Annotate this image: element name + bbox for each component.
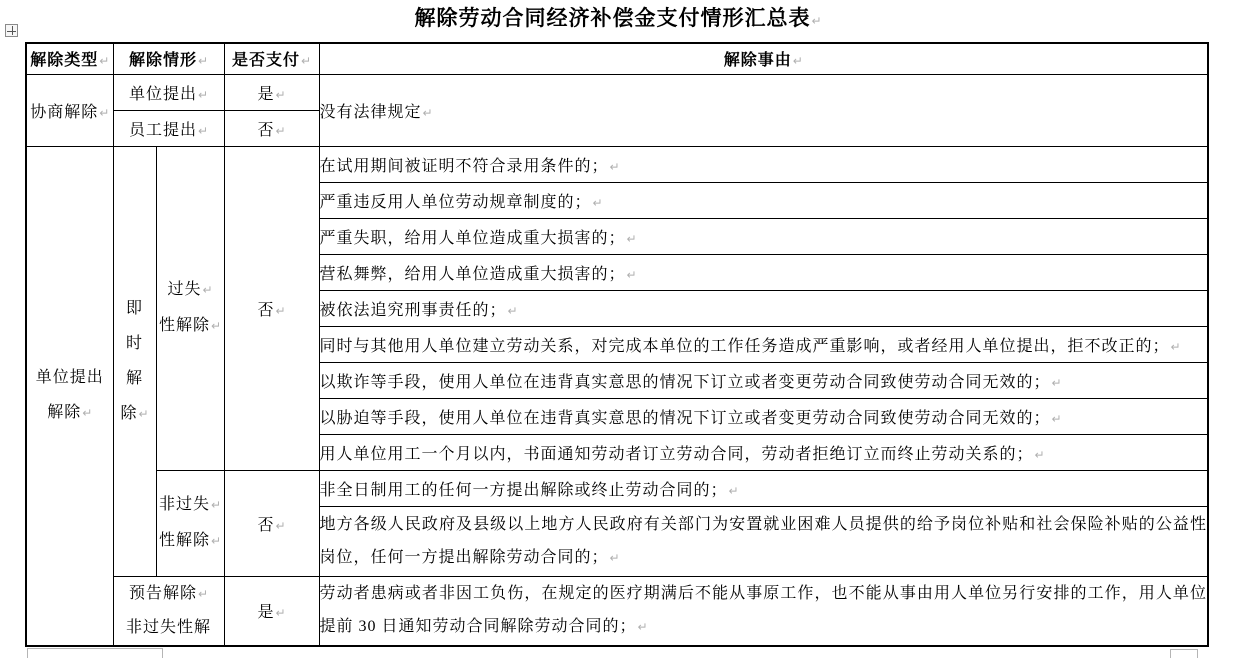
cell-type-employer-initiated[interactable] bbox=[26, 146, 113, 646]
cell-situation-fault-dismissal[interactable] bbox=[156, 146, 224, 470]
table-row bbox=[26, 576, 1208, 646]
cell-pay-yes[interactable] bbox=[224, 576, 319, 646]
cell-reason[interactable] bbox=[319, 398, 1208, 434]
table-move-handle-icon[interactable] bbox=[5, 24, 18, 37]
reason-text: 用人单位用工一个月以内，书面通知劳动者订立劳动合同，劳动者拒绝订立而终止劳动关系的； bbox=[319, 445, 1034, 463]
header-reason-label: 解除事由 bbox=[723, 52, 792, 70]
paragraph-mark: ↵ bbox=[99, 54, 110, 69]
reason-text: 被依法追究刑事责任的； bbox=[319, 301, 507, 319]
paragraph-mark: ↵ bbox=[1170, 339, 1181, 354]
pay-value: 是 bbox=[257, 85, 275, 103]
cell-situation-employee-proposed[interactable] bbox=[113, 110, 224, 146]
paragraph-mark: ↵ bbox=[138, 406, 149, 421]
reason-text: 以欺诈等手段，使用人单位在违背真实意思的情况下订立或者变更劳动合同致使劳动合同无效的； bbox=[319, 373, 1051, 391]
notice-label-line: 非过失性解 bbox=[125, 619, 211, 637]
cell-situation-immediate[interactable] bbox=[113, 146, 156, 576]
reason-text: 非全日制用工的任何一方提出解除或终止劳动合同的； bbox=[319, 481, 728, 499]
cell-pay-yes[interactable] bbox=[224, 74, 319, 110]
table-row bbox=[26, 74, 1208, 110]
header-cell-situation[interactable] bbox=[113, 43, 224, 74]
reason-text: 在试用期间被证明不符合录用条件的； bbox=[319, 157, 609, 175]
immediate-char: 即 bbox=[125, 299, 143, 317]
type-label-line: 解除↵ bbox=[47, 404, 93, 422]
paragraph-mark: ↵ bbox=[197, 587, 209, 602]
cell-reason[interactable] bbox=[319, 254, 1208, 290]
reason-line: 地方各级人民政府及县级以上地方人民政府有关部门为安置就业困难人员提供的给予岗位补贴和社会保险补贴的公益性 bbox=[319, 515, 1207, 533]
paragraph-mark: ↵ bbox=[592, 195, 603, 210]
paragraph-mark: ↵ bbox=[210, 319, 222, 333]
paragraph-mark: ↵ bbox=[1034, 447, 1045, 462]
cell-situation-employer-proposed[interactable] bbox=[113, 74, 224, 110]
cell-pay-no[interactable] bbox=[224, 110, 319, 146]
reason-text: 严重违反用人单位劳动规章制度的； bbox=[319, 193, 592, 211]
reason-text: 营私舞弊，给用人单位造成重大损害的； bbox=[319, 265, 626, 283]
paragraph-mark: ↵ bbox=[275, 123, 286, 138]
paragraph-mark: ↵ bbox=[197, 87, 209, 102]
non-fault-label-line: 非过失↵ bbox=[158, 496, 222, 513]
paragraph-mark: ↵ bbox=[609, 550, 620, 565]
paragraph-mark: ↵ bbox=[275, 518, 286, 533]
paragraph-mark: ↵ bbox=[99, 105, 110, 120]
paragraph-mark: ↵ bbox=[626, 231, 637, 246]
paragraph-mark: ↵ bbox=[82, 406, 93, 421]
immediate-char: 除↵ bbox=[120, 404, 149, 422]
immediate-char: 时 bbox=[125, 334, 143, 352]
paragraph-mark: ↵ bbox=[422, 105, 433, 120]
paragraph-mark: ↵ bbox=[637, 620, 648, 635]
cell-situation-notice-dismissal[interactable] bbox=[113, 576, 224, 646]
paragraph-mark: ↵ bbox=[811, 14, 822, 28]
cell-type-consensual[interactable] bbox=[26, 74, 113, 146]
cell-reason[interactable] bbox=[319, 218, 1208, 254]
reason-text: 同时与其他用人单位建立劳动关系，对完成本单位的工作任务造成严重影响，或者经用人单位提出，拒不改正的； bbox=[319, 337, 1170, 355]
header-situation-label: 解除情形 bbox=[128, 52, 197, 70]
header-type-label: 解除类型 bbox=[30, 52, 99, 70]
header-cell-pay[interactable] bbox=[224, 43, 319, 74]
paragraph-mark: ↵ bbox=[507, 303, 518, 318]
pay-value: 否 bbox=[257, 121, 275, 139]
reason-line: 劳动者患病或者非因工负伤，在规定的医疗期满后不能从事原工作，也不能从事由用人单位另行安排的工作，用人单位 bbox=[319, 585, 1207, 603]
header-cell-type[interactable] bbox=[26, 43, 113, 74]
paragraph-mark: ↵ bbox=[728, 483, 739, 498]
paragraph-mark: ↵ bbox=[1051, 375, 1062, 390]
reason-text: 严重失职，给用人单位造成重大损害的； bbox=[319, 229, 626, 247]
paragraph-mark: ↵ bbox=[1051, 411, 1062, 426]
type-label-line: 单位提出 bbox=[35, 369, 104, 387]
situation-label: 员工提出 bbox=[128, 121, 197, 139]
reason-line: 岗位，任何一方提出解除劳动合同的；↵ bbox=[319, 548, 620, 566]
notice-label-line: 预告解除↵ bbox=[128, 585, 209, 603]
cell-reason[interactable] bbox=[319, 182, 1208, 218]
cell-pay-no[interactable] bbox=[224, 470, 319, 576]
cell-reason[interactable] bbox=[319, 470, 1208, 506]
compensation-table bbox=[25, 42, 1209, 647]
document-title[interactable] bbox=[0, 2, 1236, 32]
paragraph-mark: ↵ bbox=[197, 123, 209, 138]
paragraph-mark: ↵ bbox=[210, 498, 222, 512]
cell-reason[interactable] bbox=[319, 434, 1208, 470]
paragraph-mark: ↵ bbox=[792, 54, 803, 69]
immediate-char: 解 bbox=[125, 369, 143, 387]
cell-reason[interactable] bbox=[319, 362, 1208, 398]
cell-reason[interactable] bbox=[319, 146, 1208, 182]
table-row bbox=[26, 146, 1208, 182]
reason-line: 提前 30 日通知劳动合同解除劳动合同的；↵ bbox=[319, 618, 648, 636]
paragraph-mark: ↵ bbox=[197, 54, 209, 69]
paragraph-mark: ↵ bbox=[275, 87, 286, 102]
pay-value: 否 bbox=[257, 301, 275, 319]
cell-situation-non-fault-dismissal[interactable] bbox=[156, 470, 224, 576]
table-continuation-fragment-right bbox=[1170, 649, 1198, 658]
cell-pay-no[interactable] bbox=[224, 146, 319, 470]
fault-label-line: 性解除↵ bbox=[158, 317, 222, 334]
table-continuation-fragment-left bbox=[27, 648, 163, 658]
header-pay-label: 是否支付 bbox=[231, 52, 300, 70]
non-fault-label-line: 性解除↵ bbox=[158, 532, 222, 549]
cell-reason[interactable] bbox=[319, 576, 1208, 646]
cell-reason[interactable] bbox=[319, 290, 1208, 326]
pay-value: 是 bbox=[257, 604, 275, 622]
cell-reason-no-legal-provision[interactable] bbox=[319, 74, 1208, 146]
paragraph-mark: ↵ bbox=[609, 159, 620, 174]
paragraph-mark: ↵ bbox=[275, 606, 286, 621]
header-cell-reason[interactable] bbox=[319, 43, 1208, 74]
paragraph-mark: ↵ bbox=[275, 303, 286, 318]
consensual-label: 协商解除 bbox=[30, 103, 99, 121]
paragraph-mark: ↵ bbox=[626, 267, 637, 282]
paragraph-mark: ↵ bbox=[202, 283, 213, 297]
pay-value: 否 bbox=[257, 516, 275, 534]
cell-reason[interactable] bbox=[319, 326, 1208, 362]
table-header-row bbox=[26, 43, 1208, 74]
paragraph-mark: ↵ bbox=[210, 534, 222, 548]
reason-text: 没有法律规定 bbox=[319, 103, 422, 121]
document-title-text: 解除劳动合同经济补偿金支付情形汇总表 bbox=[414, 6, 811, 30]
fault-label-line: 过失↵ bbox=[167, 281, 213, 298]
cell-reason[interactable] bbox=[319, 506, 1208, 576]
reason-text: 以胁迫等手段，使用人单位在违背真实意思的情况下订立或者变更劳动合同致使劳动合同无效的； bbox=[319, 409, 1051, 427]
table-row bbox=[26, 470, 1208, 506]
situation-label: 单位提出 bbox=[128, 85, 197, 103]
paragraph-mark: ↵ bbox=[300, 54, 312, 69]
